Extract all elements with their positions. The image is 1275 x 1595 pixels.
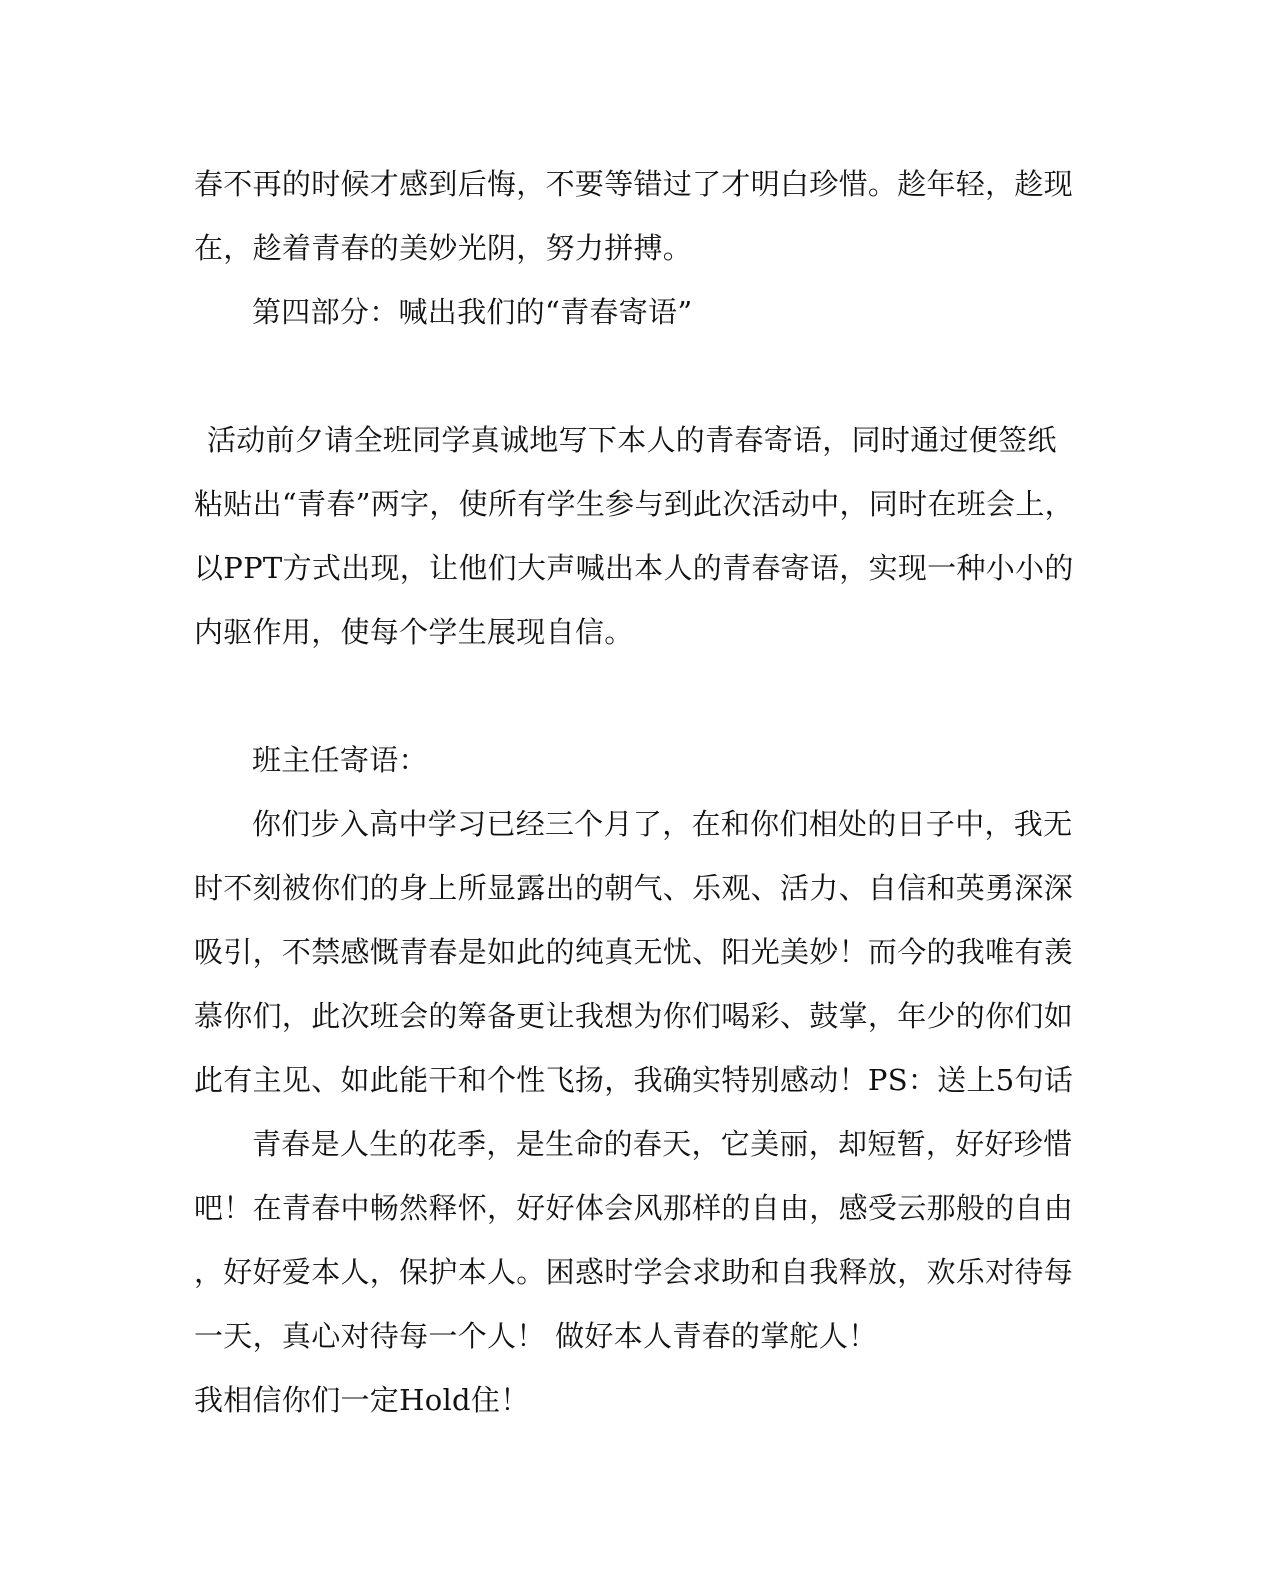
paragraph-3-line-4: 慕你们，此次班会的筹备更让我想为你们喝彩、鼓掌，年少的你们如: [194, 999, 1074, 1033]
paragraph-2-line-3: 以PPT方式出现，让他们大声喊出本人的青春寄语，实现一种小小的: [194, 551, 1074, 585]
paragraph-4-line-3: ，好好爱本人，保护本人。困惑时学会求助和自我释放，欢乐对待每: [194, 1255, 1074, 1289]
closing-line: 我相信你们一定Hold住！: [194, 1383, 530, 1417]
section-4-heading: 第四部分：喊出我们的“青春寄语”: [252, 295, 693, 329]
paragraph-4-line-1: 青春是人生的花季，是生命的春天，它美丽，却短暂，好好珍惜: [252, 1127, 1073, 1161]
paragraph-3-line-3: 吸引，不禁感慨青春是如此的纯真无忧、阳光美妙！而今的我唯有羡: [194, 935, 1074, 969]
paragraph-1-line-1: 春不再的时候才感到后悔，不要等错过了才明白珍惜。趁年轻，趁现: [194, 167, 1074, 201]
paragraph-4-line-4: 一天，真心对待每一个人！ 做好本人青春的掌舵人！: [194, 1319, 878, 1353]
paragraph-1-line-2: 在，趁着青春的美妙光阴，努力拼搏。: [194, 231, 693, 265]
teacher-message-heading: 班主任寄语：: [252, 743, 428, 777]
paragraph-3-line-2: 时不刻被你们的身上所显露出的朝气、乐观、活力、自信和英勇深深: [194, 871, 1074, 905]
paragraph-3-line-5: 此有主见、如此能干和个性飞扬，我确实特别感动！PS：送上5句话: [194, 1063, 1074, 1097]
paragraph-2-line-2: 粘贴出“青春”两字，使所有学生参与到此次活动中，同时在班会上，: [194, 487, 1074, 521]
paragraph-2-line-1: 活动前夕请全班同学真诚地写下本人的青春寄语，同时通过便签纸: [207, 423, 1057, 457]
paragraph-2-line-4: 内驱作用，使每个学生展现自信。: [194, 615, 634, 649]
paragraph-3-line-1: 你们步入高中学习已经三个月了，在和你们相处的日子中，我无: [252, 807, 1073, 841]
paragraph-4-line-2: 吧！在青春中畅然释怀，好好体会风那样的自由，感受云那般的自由: [194, 1191, 1074, 1225]
